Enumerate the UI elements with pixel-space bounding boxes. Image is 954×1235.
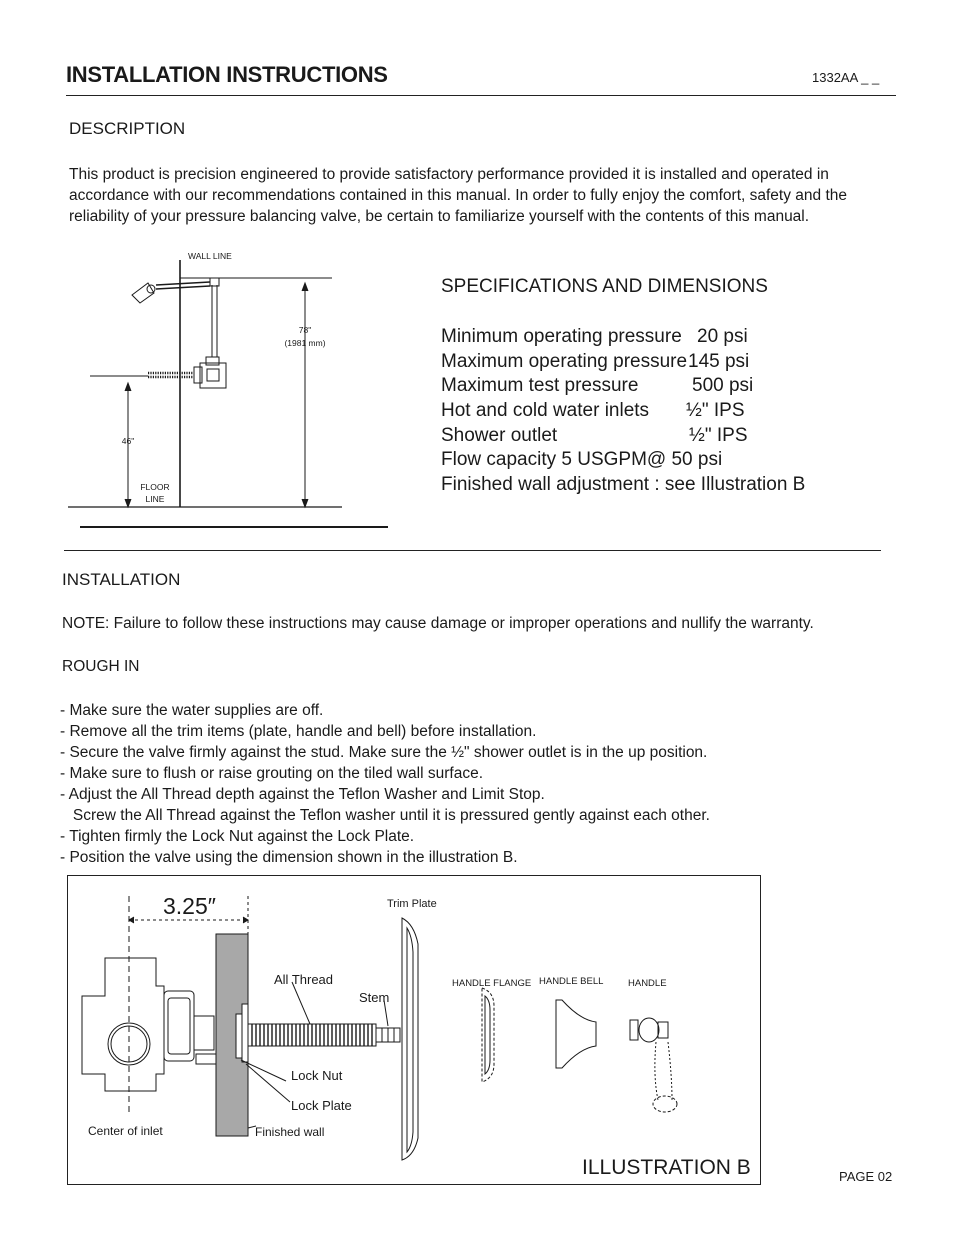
center-of-inlet-label: Center of inlet (88, 1124, 163, 1138)
valve-body (200, 363, 226, 388)
list-item: - Secure the valve firmly against the stud. Make sure the ½" shower outlet is in the up position. (60, 744, 708, 761)
lock-plate-label: Lock Plate (291, 1098, 352, 1113)
page-title: INSTALLATION INSTRUCTIONS (66, 62, 388, 87)
description-heading: DESCRIPTION (69, 119, 186, 138)
floor-line-label: FLOOR (140, 482, 170, 492)
list-item: - Make sure to flush or raise grouting on the tiled wall surface. (60, 765, 484, 782)
height-valve-label: 46" (121, 436, 135, 446)
section-divider (64, 550, 881, 551)
list-item: Screw the All Thread against the Teflon washer until it is pressured gently against each other. (60, 807, 710, 824)
installation-heading: INSTALLATION (62, 570, 181, 589)
specifications-heading: SPECIFICATIONS AND DIMENSIONS (441, 276, 768, 297)
handle-bell-label: HANDLE BELL (539, 976, 604, 987)
lock-nut-label: Lock Nut (291, 1068, 343, 1083)
rough-in-list (60, 700, 710, 868)
header-divider (66, 95, 896, 96)
illustration-b-box (67, 875, 761, 1185)
stem-label: Stem (359, 990, 390, 1005)
list-item: - Adjust the All Thread depth against the Teflon Washer and Limit Stop. (60, 786, 545, 803)
list-item: - Tighten firmly the Lock Nut against the Lock Plate. (60, 828, 415, 845)
all-thread (252, 1024, 372, 1046)
handle-flange-label: HANDLE FLANGE (452, 978, 532, 989)
list-item: - Position the valve using the dimension shown in the illustration B. (60, 849, 518, 866)
handle-label: HANDLE (628, 978, 667, 989)
handle-flange (482, 988, 494, 1082)
trim-plate (402, 918, 418, 1160)
illustration-b-diagram (68, 876, 760, 1184)
installation-note: NOTE: Failure to follow these instructions may cause damage or improper operations and nullify the warranty. (62, 615, 814, 632)
description-body: This product is precision engineered to provide satisfactory performance provided it is installed and operated in accordance with our recommendations contained in this manual. In order to fully enjoy the comfort, safety and the reliability of your pressure balancing valve, be certain to familiarize yourself with the contents of this manual. (69, 166, 848, 225)
wall-line-label: WALL LINE (188, 251, 232, 261)
installation-height-diagram (60, 245, 400, 535)
handle-lever (653, 1096, 677, 1112)
trim-plate-label: Trim Plate (387, 898, 437, 910)
model-code: 1332AA _ _ (812, 70, 880, 85)
illustration-title: ILLUSTRATION B (582, 1156, 751, 1179)
height-top-mm-label: (1981 mm) (284, 338, 326, 348)
all-thread-label: All Thread (274, 972, 334, 987)
page-number: PAGE 02 (839, 1169, 893, 1184)
finished-wall-label: Finished wall (255, 1125, 325, 1139)
dimension-label: 3.25″ (163, 893, 216, 919)
list-item: - Remove all the trim items (plate, handle and bell) before installation. (60, 723, 537, 740)
valve-body (82, 958, 164, 1091)
handle-bell (556, 1000, 596, 1068)
height-top-label: 78" (298, 325, 312, 335)
handle-base (630, 1020, 638, 1040)
list-item: - Make sure the water supplies are off. (60, 702, 324, 719)
rough-in-heading: ROUGH IN (62, 658, 140, 675)
floor-line-label-2: LINE (145, 494, 165, 504)
